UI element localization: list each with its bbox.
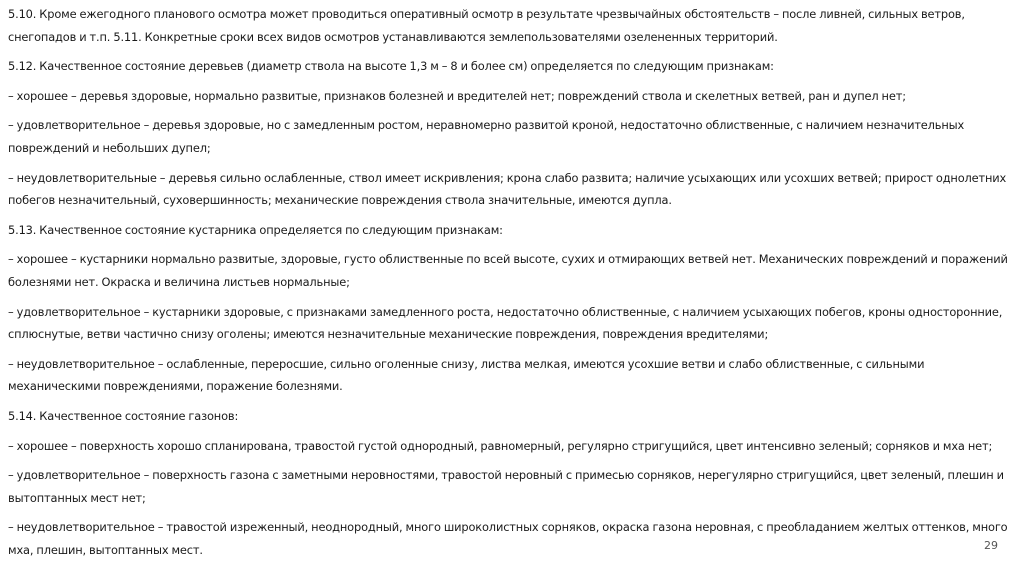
- page-number: 29: [984, 539, 998, 552]
- list-item-shrubs-unsatisfactory: – неудовлетворительное – ослабленные, переросшие, сильно оголенные снизу, листва мелкая, имеются усохшие ветви и слабо облиственные, с сильными механическими повреждениями, поражение болезнями.: [8, 356, 925, 394]
- paragraph-5-13-heading: 5.13. Качественное состояние кустарника определяется по следующим признакам:: [8, 222, 503, 237]
- list-item-lawns-good: – хорошее – поверхность хорошо спланирована, травостой густой однородный, равномерный, регулярно стригущийся, цвет интенсивно зеленый; сорняков и мха нет;: [8, 438, 993, 453]
- list-item-trees-unsatisfactory: – неудовлетворительные – деревья сильно ослабленные, ствол имеет искривления; крона слабо развита; наличие усыхающих или усохших ветвей; прирост однолетних побегов незначительный, суховершинность; механические повреждения ствола значительные, имеются дупла.: [8, 170, 1007, 208]
- paragraph-5-12-heading: 5.12. Качественное состояние деревьев (диаметр ствола на высоте 1,3 м – 8 и более см) определяется по следующим признакам:: [8, 59, 774, 74]
- list-item-shrubs-satisfactory: – удовлетворительное – кустарники здоровые, с признаками замедленного роста, недостаточно облиственные, с наличием усыхающих побегов, кроны односторонние, сплюснутые, ветви частично снизу оголены; имеются незначительные механические повреждения, повреждения вредителями;: [8, 304, 1003, 342]
- paragraph-5-14-heading: 5.14. Качественное состояние газонов:: [8, 408, 239, 423]
- list-item-trees-satisfactory: – удовлетворительное – деревья здоровые, но с замедленным ростом, неравномерно развитой кроной, недостаточно облиственные, с наличием незначительных повреждений и небольших дупел;: [8, 118, 965, 155]
- list-item-shrubs-good: – хорошее – кустарники нормально развитые, здоровые, густо облиственные по всей высоте, сухих и отмирающих ветвей нет. Механических повреждений и поражений болезнями нет. Окраска и величина листьев нормальные;: [8, 252, 1008, 289]
- list-item-trees-good: – хорошее – деревья здоровые, нормально развитые, признаков болезней и вредителей нет; повреждений ствола и скелетных ветвей, ран и дупел нет;: [8, 88, 906, 103]
- list-item-lawns-unsatisfactory: – неудовлетворительное – травостой изреженный, неоднородный, много широколистных сорняков, окраска газона неровная, с преобладанием желтых оттенков, много мха, плешин, вытоптанных мест.: [8, 520, 1008, 557]
- list-item-lawns-satisfactory: – удовлетворительное – поверхность газона с заметными неровностями, травостой неровный с примесью сорняков, нерегулярно стригущийся, цвет зеленый, плешин и вытоптанных мест нет;: [8, 468, 1004, 505]
- paragraph-5-10: 5.10. Кроме ежегодного планового осмотра может проводиться оперативный осмотр в результате чрезвычайных обстоятельств – после ливней, сильных ветров, снегопадов и т.п. 5.11. Конкретные сроки всех видов осмотров устанавливаются землепользователями озелененных территорий.: [8, 7, 965, 44]
- document-body: [8, 3, 1012, 568]
